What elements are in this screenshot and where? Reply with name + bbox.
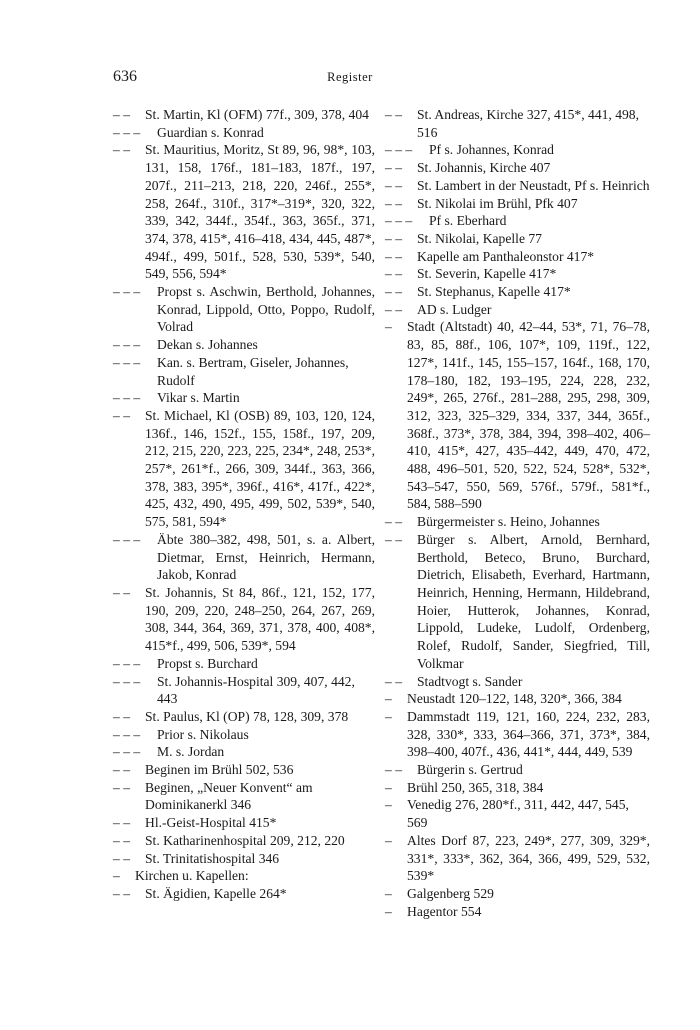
index-entry	[113, 814, 375, 832]
entry-dashes: – –	[385, 230, 402, 246]
entry-dashes: – – –	[385, 142, 413, 158]
entry-text: Dammstadt 119, 121, 160, 224, 232, 283, 328, 330*, 333, 364–366, 371, 373*, 384, 398–400, 407f., 436, 441*, 444, 449, 539	[407, 708, 650, 760]
index-entry	[385, 779, 650, 797]
entry-dashes: – –	[385, 531, 402, 547]
index-column-right	[385, 106, 650, 920]
entry-text: St. Ägidien, Kapelle 264*	[145, 885, 287, 901]
entry-text: Beginen, „Neuer Konvent“ am Dominikanerkl 346	[145, 779, 313, 813]
entry-dashes: –	[385, 903, 392, 919]
entry-dashes: – – –	[113, 655, 141, 671]
index-entry	[385, 513, 650, 531]
entry-dashes: – –	[385, 673, 402, 689]
index-entry	[385, 141, 650, 159]
index-entry	[385, 230, 650, 248]
entry-text: St. Johannis-Hospital 309, 407, 442, 443	[157, 673, 355, 707]
entry-dashes: –	[113, 868, 120, 884]
entry-text: Bürger s. Albert, Arnold, Bernhard, Berthold, Beteco, Bruno, Burchard, Dietrich, Elisabeth, Everhard, Hartmann, Heinrich, Henning, Hermann, Hildebrand, Hoier, Hutterok, Johannes, Konrad, Lippold, Ludeke, Ludolf, Ordenberg, Rolef, Rudolf, Sander, Siegfried, Till, Volkmar	[417, 531, 650, 671]
index-entry	[113, 141, 375, 283]
entry-text: Stadt (Altstadt) 40, 42–44, 53*, 71, 76–78, 83, 85, 88f., 106, 107*, 109, 119f., 122, 127*, 141f., 145, 155–157, 164f., 168, 170, 178–180, 182, 193–195, 224, 228, 232, 249*, 265, 276f., 281–288, 295, 298, 309, 312, 323, 325–329, 334, 337, 344, 365f., 368f., 373*, 378, 384, 394, 398–402, 406–410, 415*, 427, 435–442, 449, 470, 472, 488, 496–501, 520, 522, 524, 528*, 532*, 543–547, 550, 569, 576f., 579f., 581*f., 584, 588–590	[407, 319, 650, 512]
entry-dashes: – –	[113, 407, 130, 423]
entry-dashes: –	[385, 691, 392, 707]
entry-text: St. Mauritius, Moritz, St 89, 96, 98*, 103, 131, 158, 176f., 181–183, 187f., 197, 207f., 211–213, 218, 220, 246f., 255*, 258, 264f., 310f., 317*–319*, 320, 322, 339, 342, 344f., 354f., 363, 365f., 371, 374, 378, 415*, 416–418, 434, 445, 487*, 494f., 499, 501f., 528, 530, 539*, 540, 549, 556, 594*	[145, 142, 375, 282]
index-entry	[385, 761, 650, 779]
page-number: 636	[113, 68, 137, 85]
index-entry	[385, 301, 650, 319]
entry-text: St. Martin, Kl (OFM) 77f., 309, 378, 404	[145, 107, 369, 122]
index-entry	[113, 389, 375, 407]
entry-text: St. Nikolai im Brühl, Pfk 407	[417, 195, 578, 211]
entry-dashes: –	[385, 885, 392, 901]
entry-dashes: – – –	[113, 726, 141, 742]
index-entry	[113, 779, 375, 814]
index-entry	[385, 212, 650, 230]
entry-dashes: –	[385, 779, 392, 795]
index-entry	[385, 159, 650, 177]
entry-dashes: – – –	[113, 284, 141, 300]
entry-dashes: – – –	[113, 673, 141, 689]
entry-dashes: – –	[113, 779, 130, 795]
index-entry	[113, 743, 375, 761]
index-entry	[113, 407, 375, 531]
index-entry	[113, 354, 375, 389]
index-entry	[385, 903, 650, 921]
entry-text: St. Paulus, Kl (OP) 78, 128, 309, 378	[145, 708, 349, 724]
index-entry	[113, 850, 375, 868]
index-entry	[113, 655, 375, 673]
entry-dashes: – –	[113, 708, 130, 724]
entry-dashes: – – –	[113, 354, 141, 370]
entry-dashes: – –	[113, 584, 130, 600]
entry-dashes: – –	[385, 248, 402, 264]
entry-dashes: – –	[385, 762, 402, 778]
index-entry	[113, 885, 375, 903]
entry-dashes: – –	[385, 177, 402, 193]
entry-text: M. s. Jordan	[157, 744, 225, 760]
index-column-left	[113, 106, 375, 903]
index-entry	[113, 584, 375, 655]
running-head: Register	[327, 70, 373, 84]
entry-dashes: – –	[385, 301, 402, 317]
entry-dashes: –	[385, 319, 392, 335]
entry-text: Bürgerin s. Gertrud	[417, 762, 523, 778]
index-entry	[113, 832, 375, 850]
index-entry	[113, 761, 375, 779]
index-entry	[385, 177, 650, 195]
index-entry	[113, 726, 375, 744]
entry-text: Äbte 380–382, 498, 501, s. a. Albert, Dietmar, Ernst, Heinrich, Hermann, Jakob, Konrad	[157, 531, 375, 583]
entry-text: St. Severin, Kapelle 417*	[417, 266, 557, 282]
entry-dashes: – –	[113, 107, 130, 122]
entry-text: Galgenberg 529	[407, 885, 494, 901]
index-entry	[113, 106, 375, 124]
entry-text: Brühl 250, 365, 318, 384	[407, 779, 544, 795]
entry-text: St. Johannis, Kirche 407	[417, 160, 551, 176]
entry-dashes: – – –	[113, 531, 141, 547]
entry-text: Hagentor 554	[407, 903, 482, 919]
entry-dashes: – –	[113, 142, 130, 158]
entry-dashes: – – –	[113, 390, 141, 406]
index-entry	[385, 796, 650, 831]
index-entry	[113, 124, 375, 142]
index-entry	[385, 283, 650, 301]
entry-dashes: – – –	[113, 744, 141, 760]
entry-text: Vikar s. Martin	[157, 390, 240, 406]
entry-dashes: –	[385, 832, 392, 848]
entry-text: Kapelle am Panthaleonstor 417*	[417, 248, 595, 264]
entry-dashes: – –	[113, 832, 130, 848]
index-entry	[385, 318, 650, 513]
entry-text: Prior s. Nikolaus	[157, 726, 249, 742]
entry-text: Dekan s. Johannes	[157, 337, 258, 353]
entry-dashes: – –	[113, 762, 130, 778]
entry-text: Altes Dorf 87, 223, 249*, 277, 309, 329*, 331*, 333*, 362, 364, 366, 499, 529, 532, 539*	[407, 832, 650, 884]
entry-dashes: –	[385, 708, 392, 724]
entry-text: Bürgermeister s. Heino, Johannes	[417, 514, 600, 530]
entry-text: Stadtvogt s. Sander	[417, 673, 523, 689]
entry-text: Pf s. Johannes, Konrad	[429, 142, 554, 158]
entry-text: St. Stephanus, Kapelle 417*	[417, 284, 571, 300]
index-entry	[385, 885, 650, 903]
index-entry	[385, 248, 650, 266]
entry-text: Guardian s. Konrad	[157, 124, 264, 140]
index-entry	[385, 690, 650, 708]
entry-text: Hl.-Geist-Hospital 415*	[145, 815, 277, 831]
index-entry	[113, 708, 375, 726]
index-entry	[385, 195, 650, 213]
entry-dashes: – –	[385, 160, 402, 176]
entry-dashes: – – –	[113, 124, 141, 140]
entry-dashes: – – –	[385, 213, 413, 229]
entry-dashes: –	[385, 797, 392, 813]
entry-text: St. Andreas, Kirche 327, 415*, 441, 498, 516	[417, 107, 640, 140]
index-entry	[385, 531, 650, 673]
entry-text: St. Nikolai, Kapelle 77	[417, 230, 542, 246]
entry-dashes: – –	[385, 284, 402, 300]
entry-text: St. Lambert in der Neustadt, Pf s. Heinrich	[417, 177, 650, 193]
entry-text: Propst s. Burchard	[157, 655, 258, 671]
entry-text: St. Katharinenhospital 209, 212, 220	[145, 832, 345, 848]
index-entry	[385, 265, 650, 283]
entry-dashes: – –	[113, 885, 130, 901]
entry-text: Propst s. Aschwin, Berthold, Johannes, Konrad, Lippold, Otto, Poppo, Rudolf, Volrad	[157, 284, 375, 335]
index-entry	[385, 106, 650, 141]
index-entry	[113, 336, 375, 354]
entry-text: St. Trinitatishospital 346	[145, 850, 280, 866]
entry-dashes: – –	[113, 850, 130, 866]
index-entry	[113, 867, 375, 885]
entry-text: Pf s. Eberhard	[429, 213, 507, 229]
entry-dashes: – –	[385, 514, 402, 530]
index-entry	[385, 673, 650, 691]
entry-text: Kirchen u. Kapellen:	[135, 868, 249, 884]
entry-dashes: – –	[385, 195, 402, 211]
entry-text: AD s. Ludger	[417, 301, 492, 317]
entry-text: Venedig 276, 280*f., 311, 442, 447, 545, 569	[407, 797, 629, 831]
entry-dashes: – –	[385, 266, 402, 282]
entry-text: Beginen im Brühl 502, 536	[145, 762, 294, 778]
index-entry	[385, 708, 650, 761]
entry-text: St. Michael, Kl (OSB) 89, 103, 120, 124, 136f., 146, 152f., 155, 158f., 197, 209, 212, 215, 220, 223, 225, 234*, 248, 253*, 257*, 261*f., 266, 309, 344f., 363, 366, 378, 383, 395*, 396f., 416*, 417f., 422*, 425, 432, 490, 495, 499, 502, 539*, 540, 575, 581, 594*	[145, 407, 375, 530]
entry-text: St. Johannis, St 84, 86f., 121, 152, 177, 190, 209, 220, 248–250, 264, 267, 269, 308, 344, 364, 369, 371, 378, 400, 408*, 415*f., 499, 506, 539*, 594	[145, 584, 375, 654]
index-entry	[113, 531, 375, 584]
entry-text: Kan. s. Bertram, Giseler, Johannes, Rudolf	[157, 354, 349, 388]
index-entry	[385, 832, 650, 885]
entry-dashes: – – –	[113, 337, 141, 353]
index-entry	[113, 673, 375, 708]
index-entry	[113, 283, 375, 336]
entry-text: Neustadt 120–122, 148, 320*, 366, 384	[407, 691, 622, 707]
entry-dashes: – –	[385, 107, 402, 122]
entry-dashes: – –	[113, 815, 130, 831]
